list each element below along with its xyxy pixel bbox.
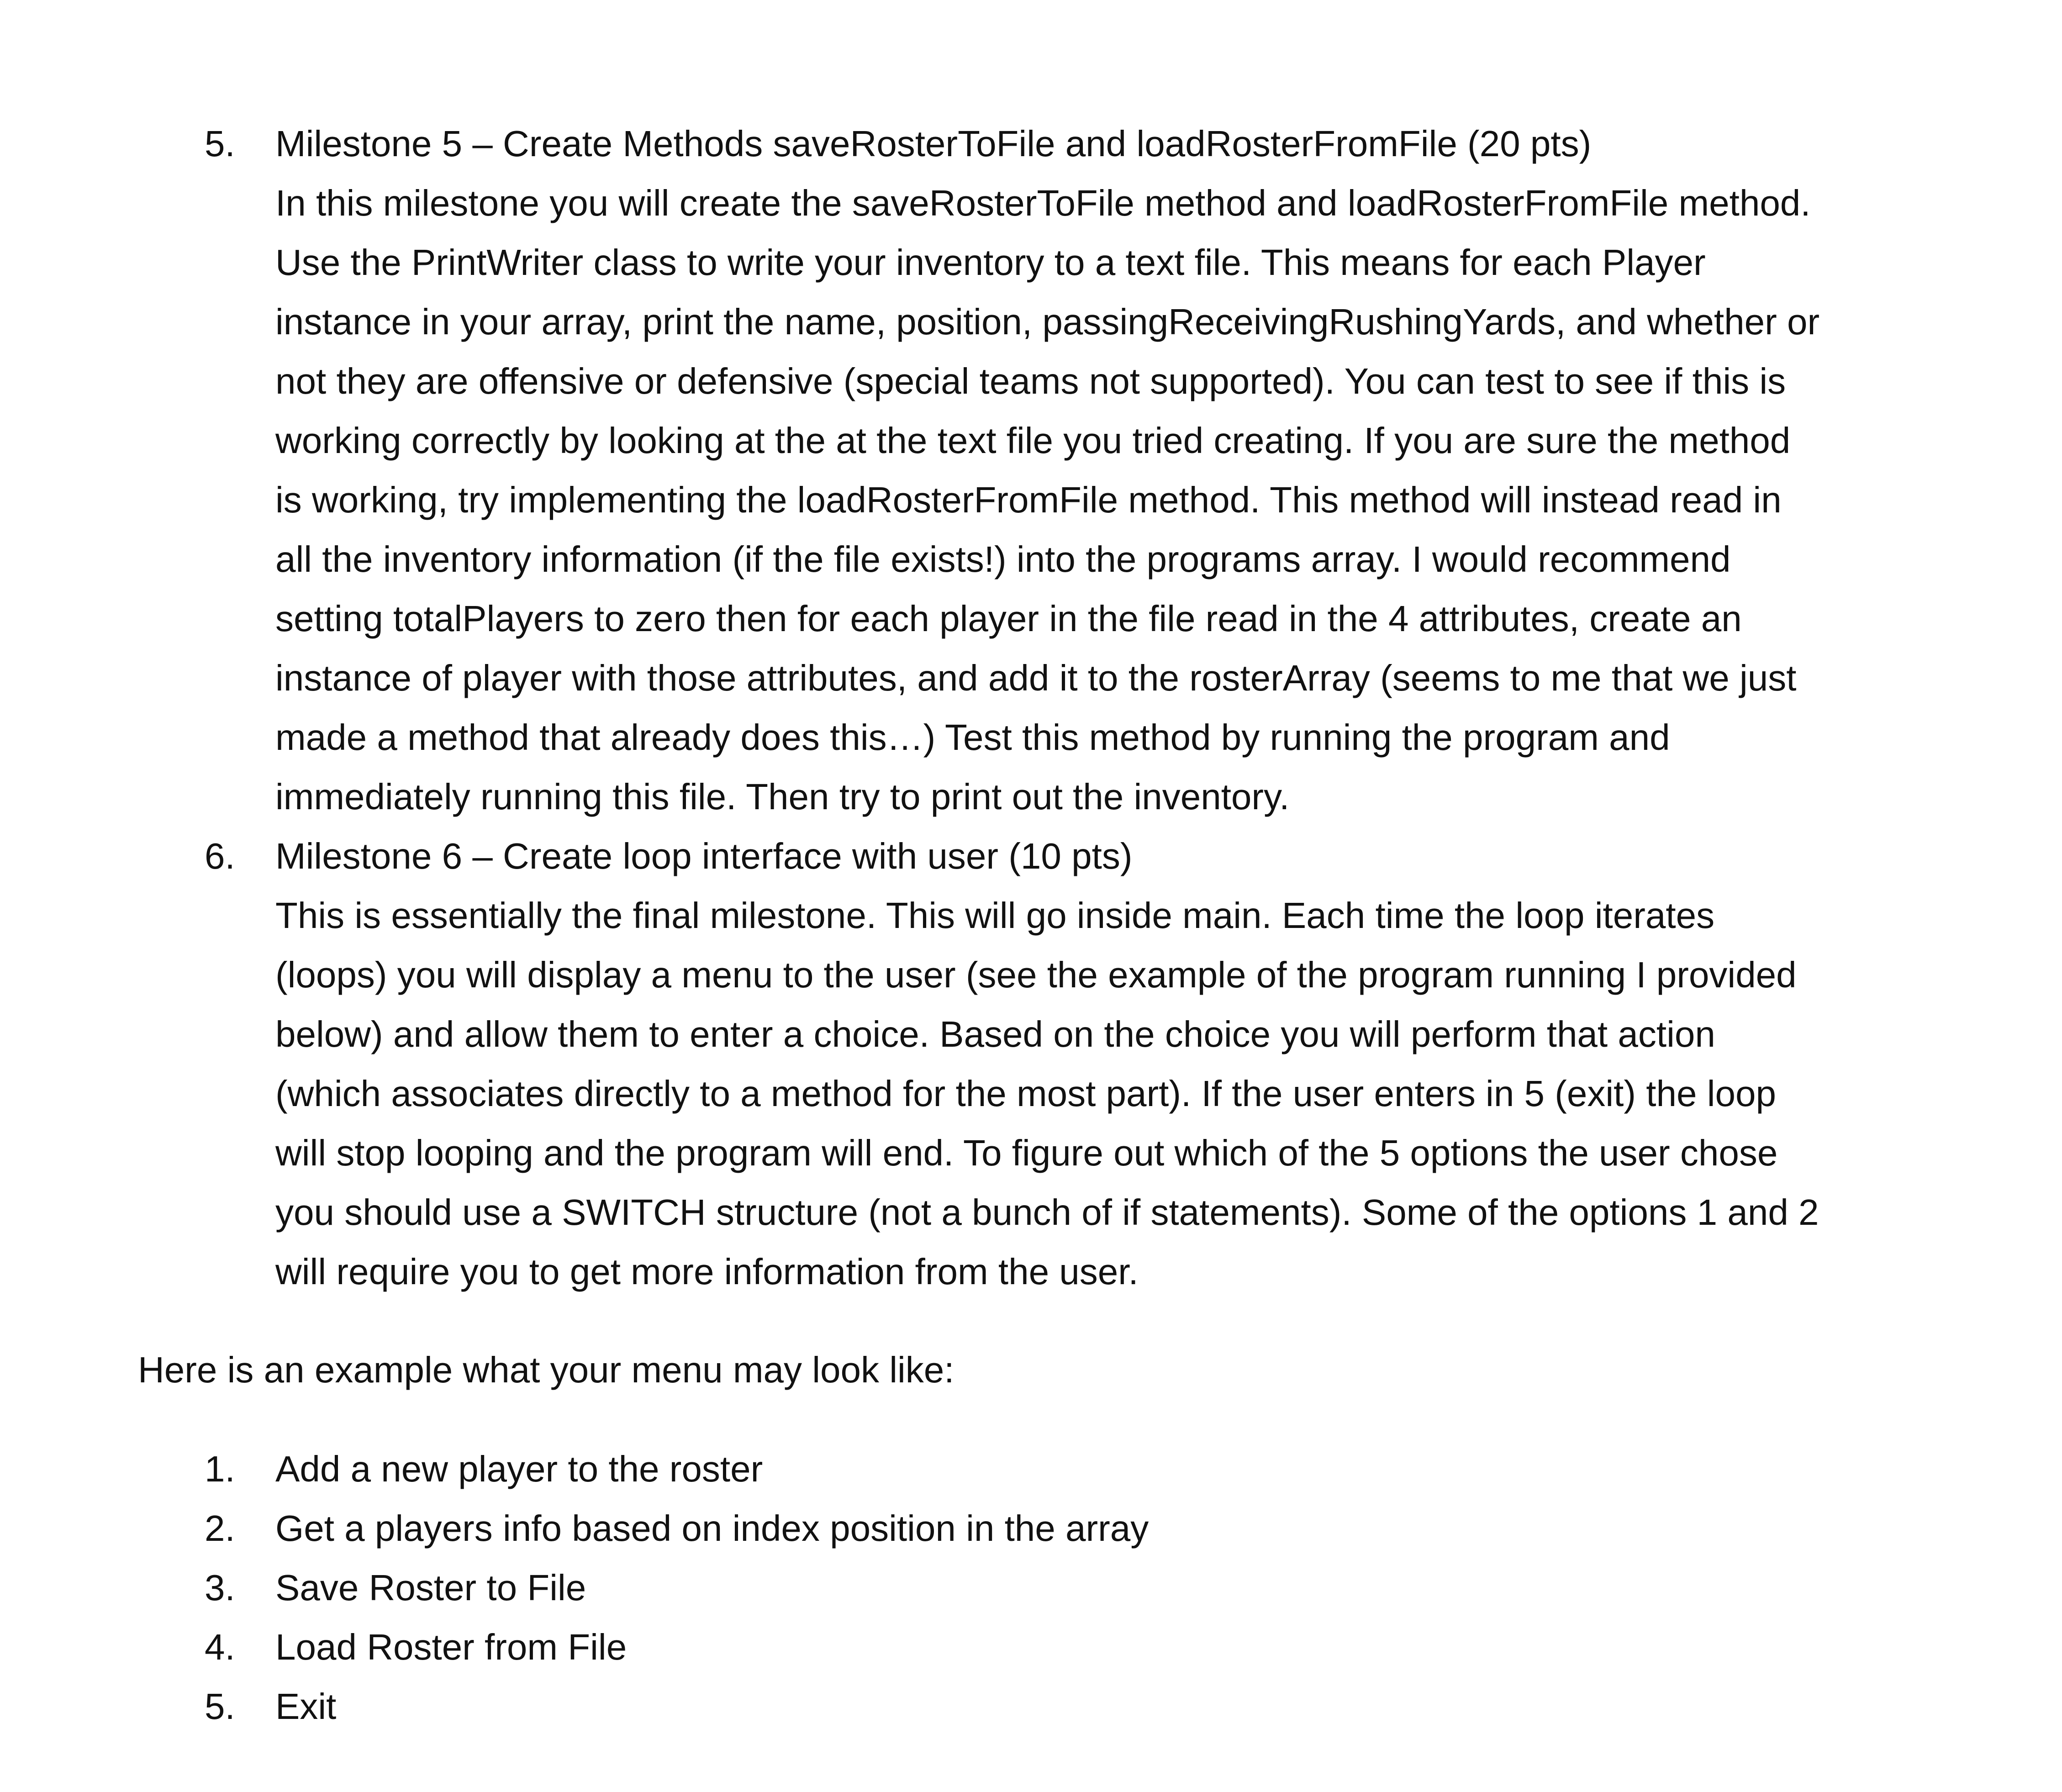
list-item xyxy=(0,1558,2062,1618)
paragraph-line: will stop looping and the program will end. To figure out which of the 5 options the user chose xyxy=(275,1133,1778,1173)
paragraph-line: not they are offensive or defensive (special teams not supported). You can test to see if this is xyxy=(275,361,1786,401)
list-item-label: Add a new player to the roster xyxy=(275,1449,763,1489)
paragraph-line: instance of player with those attributes, and add it to the rosterArray (seems to me that we just xyxy=(275,658,1797,698)
list-item-number: 2. xyxy=(205,1508,235,1549)
menu-intro-text: Here is an example what your menu may look like: xyxy=(138,1349,955,1390)
milestone-number: 6. xyxy=(205,836,235,876)
milestone-body xyxy=(275,114,1965,827)
paragraph-line: working correctly by looking at the at the text file you tried creating. If you are sure the method xyxy=(275,420,1791,461)
list-item xyxy=(0,1618,2062,1677)
paragraph-line: instance in your array, print the name, position, passingReceivingRushingYards, and whether or xyxy=(275,301,1820,342)
list-item-number: 1. xyxy=(205,1449,235,1489)
paragraph-line: In this milestone you will create the saveRosterToFile method and loadRosterFromFile method. xyxy=(275,183,1811,223)
milestone-body xyxy=(275,827,1965,1302)
list-item-label: Exit xyxy=(275,1686,337,1727)
paragraph-line: (which associates directly to a method for the most part). If the user enters in 5 (exit) the loop xyxy=(275,1073,1776,1114)
paragraph-line: you should use a SWITCH structure (not a bunch of if statements). Some of the options 1 and 2 xyxy=(275,1192,1819,1233)
list-item xyxy=(0,1677,2062,1736)
milestone-number: 5. xyxy=(205,123,235,164)
paragraph-line: Use the PrintWriter class to write your inventory to a text file. This means for each Player xyxy=(275,242,1706,283)
milestone-title: Milestone 6 – Create loop interface with user (10 pts) xyxy=(275,836,1133,876)
milestone-title: Milestone 5 – Create Methods saveRosterToFile and loadRosterFromFile (20 pts) xyxy=(275,123,1592,164)
menu-example-list xyxy=(0,1439,2062,1736)
paragraph-line: will require you to get more information from the user. xyxy=(275,1251,1139,1292)
list-item-label: Load Roster from File xyxy=(275,1627,627,1667)
list-item-number: 4. xyxy=(205,1627,235,1667)
paragraph-line: immediately running this file. Then try to print out the inventory. xyxy=(275,776,1290,817)
list-item-label: Save Roster to File xyxy=(275,1567,586,1608)
paragraph-line: made a method that already does this…) Test this method by running the program and xyxy=(275,717,1670,758)
paragraph-line: (loops) you will display a menu to the user (see the example of the program running I provided xyxy=(275,954,1797,995)
paragraph-line: all the inventory information (if the file exists!) into the programs array. I would recommend xyxy=(275,539,1731,580)
paragraph-line: is working, try implementing the loadRosterFromFile method. This method will instead read in xyxy=(275,480,1782,520)
list-item-label: Get a players info based on index position in the array xyxy=(275,1508,1149,1549)
list-item xyxy=(0,1499,2062,1558)
paragraph-line: below) and allow them to enter a choice. Based on the choice you will perform that action xyxy=(275,1014,1715,1054)
paragraph-line: This is essentially the final milestone. This will go inside main. Each time the loop iterates xyxy=(275,895,1715,936)
paragraph-line: setting totalPlayers to zero then for each player in the file read in the 4 attributes, create an xyxy=(275,598,1742,639)
list-item-number: 3. xyxy=(205,1567,235,1608)
list-item xyxy=(0,1439,2062,1499)
list-item-number: 5. xyxy=(205,1686,235,1727)
